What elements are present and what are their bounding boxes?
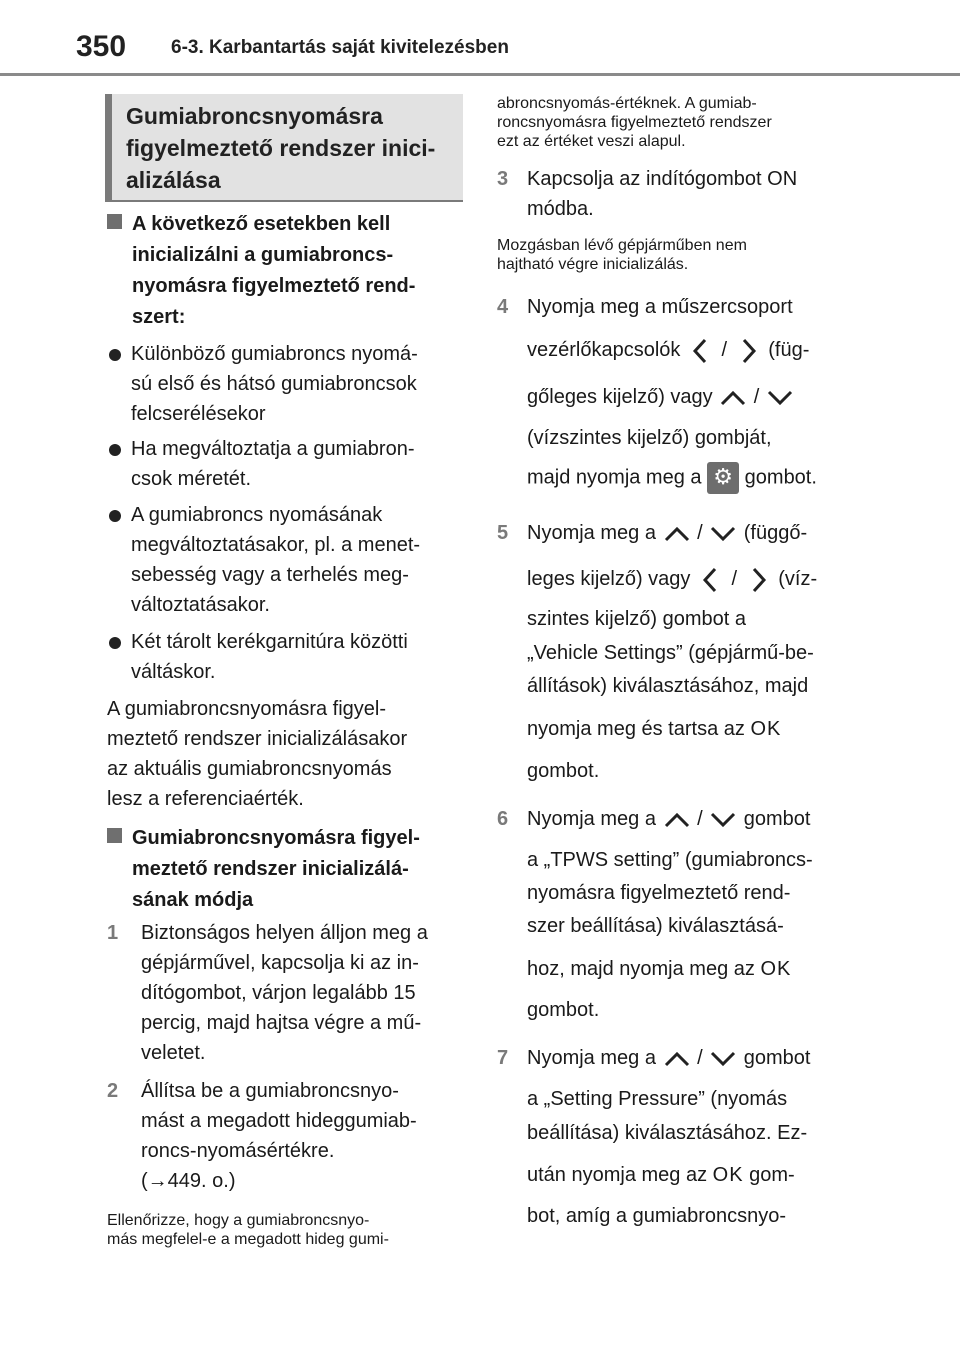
bullet-dot-icon <box>109 444 121 456</box>
note-reference-value: abroncsnyomás-értéknek. A gumiab- roncsnyomásra figyelmeztető rendszer ezt az értéket veszi alapul. <box>497 95 772 150</box>
chevron-up-icon <box>718 386 748 410</box>
chevron-down-icon <box>708 1047 738 1071</box>
gear-icon: ⚙ <box>707 462 739 494</box>
step-6-line-5: hoz, majd nyomja meg az OK <box>527 958 792 980</box>
step-6-line-4: szer beállítása) kiválasztásá- <box>527 915 784 937</box>
title-line: figyelmeztető rendszer inici- <box>126 135 436 161</box>
step-7-line-4: után nyomja meg az OK gom- <box>527 1164 795 1186</box>
subheading-method: Gumiabroncsnyomásra figyel- meztető rendszer inicializálá- sának módja <box>107 823 467 916</box>
title-line: Gumiabroncsnyomásra <box>126 103 383 129</box>
bullet-item: Különböző gumiabroncs nyomá- sú első és hátsó gumiabroncsok felcserélésekor <box>109 339 469 429</box>
step-5-line-6: nyomja meg és tartsa az OK <box>527 718 782 740</box>
chevron-up-icon <box>662 522 692 546</box>
chevron-right-icon <box>733 336 763 366</box>
section-title-box <box>105 94 463 202</box>
step-4-line-3: gőleges kijelző) vagy / <box>527 382 867 412</box>
header-divider <box>0 73 960 76</box>
step-7-line-2: a „Setting Pressure” (nyomás <box>527 1088 788 1110</box>
ok-button-icon: OK <box>750 718 782 740</box>
bullet-item: Ha megváltoztatja a gumiabron- csok méretét. <box>109 434 469 494</box>
chevron-down-icon <box>708 522 738 546</box>
step-6: 6 Nyomja meg a / gombot <box>497 808 811 830</box>
ok-button-icon: OK <box>760 958 792 980</box>
step-6-line-3: nyomásra figyelmeztető rend- <box>527 882 791 904</box>
chevron-left-icon <box>686 336 716 366</box>
square-bullet-icon <box>107 214 122 229</box>
ok-button-icon: OK <box>712 1164 744 1186</box>
page-number: 350 <box>76 30 127 63</box>
bullet-dot-icon <box>109 349 121 361</box>
step-3: 3 Kapcsolja az indítógombot ON módba. <box>497 168 798 220</box>
step-1: 1 Biztonságos helyen álljon meg a gépjárművel, kapcsolja ki az in- dítógombot, várjon legalább 15 percig, majd hajtsa végre a mű- veletet. <box>107 922 428 1064</box>
bullet-dot-icon <box>109 637 121 649</box>
bullet-item: A gumiabroncs nyomásának megváltoztatásakor, pl. a menet- sebesség vagy a terhelés meg- változtatásakor. <box>109 500 469 620</box>
step-4-line-2: vezérlőkapcsolók / (füg- <box>527 335 867 366</box>
page-header <box>0 0 960 80</box>
square-bullet-icon <box>107 828 122 843</box>
step-5: 5 Nyomja meg a / (függő- <box>497 522 808 544</box>
title-line: alizálása <box>126 167 221 193</box>
step-6-line-2: a „TPWS setting” (gumiabroncs- <box>527 849 813 871</box>
chevron-right-icon <box>743 565 773 595</box>
step-2: 2 Állítsa be a gumiabroncsnyo- mást a megadott hideggumiab- roncs-nyomásértékre. (→449. o.) <box>107 1080 417 1192</box>
chevron-down-icon <box>708 808 738 832</box>
subheading-when-to-initialize: A következő esetekben kell inicializálni a gumiabroncs- nyomásra figyelmeztető rend- szert: <box>107 209 467 333</box>
chevron-up-icon <box>662 1047 692 1071</box>
reference-paragraph: A gumiabroncsnyomásra figyel- meztető rendszer inicializálásakor az aktuális gumiabroncsnyomás lesz a referenciaérték. <box>107 698 408 810</box>
step-7-line-5: bot, amíg a gumiabroncsnyo- <box>527 1205 787 1227</box>
section-title: 6-3. Karbantartás saját kivitelezésben <box>171 37 509 58</box>
step-7: 7 Nyomja meg a / gombot <box>497 1047 811 1069</box>
step-5-line-3: szintes kijelző) gombot a <box>527 608 746 630</box>
step-6-line-6: gombot. <box>527 999 600 1021</box>
bullet-item: Két tárolt kerékgarnitúra közötti váltáskor. <box>109 627 469 687</box>
note-moving-vehicle: Mozgásban lévő gépjárműben nem hajtható végre inicializálás. <box>497 237 747 273</box>
step-4: 4 Nyomja meg a műszercsoport <box>497 296 793 318</box>
chevron-up-icon <box>662 808 692 832</box>
note-cold-pressure: Ellenőrizze, hogy a gumiabroncsnyo- más megfelel-e a megadott hideg gumi- <box>107 1212 389 1248</box>
step-7-line-3: beállítása) kiválasztásához. Ez- <box>527 1122 808 1144</box>
step-5-line-2: leges kijelző) vagy / (víz- <box>527 564 867 595</box>
step-4-line-4: (vízszintes kijelző) gombját, <box>527 427 772 449</box>
chevron-left-icon <box>696 565 726 595</box>
step-5-line-5: állítások) kiválasztásához, majd <box>527 675 809 697</box>
bullet-dot-icon <box>109 510 121 522</box>
chevron-down-icon <box>765 386 795 410</box>
step-5-line-4: „Vehicle Settings” (gépjármű-be- <box>527 642 814 664</box>
step-5-line-7: gombot. <box>527 760 600 782</box>
step-4-line-5: majd nyomja meg a ⚙ gombot. <box>527 462 867 494</box>
